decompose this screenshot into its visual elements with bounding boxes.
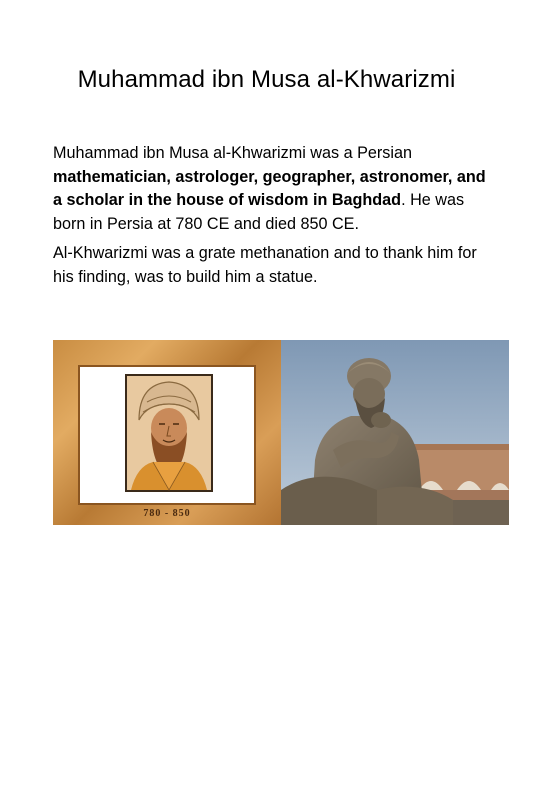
biography-dates: . He was born in Persia at 780 CE and died 850 CE. [53, 191, 465, 233]
page-title: Muhammad ibn Musa al-Khwarizmi [77, 66, 456, 93]
portrait-illustration-icon [125, 374, 213, 492]
paragraph-biography [53, 142, 493, 236]
statue-photo [281, 340, 509, 525]
statue-photo-icon [281, 340, 509, 525]
portrait-frame [53, 340, 281, 525]
biography-roles: mathematician, astrologer, geographer, astronomer, and a scholar in the house of wisdom in Baghdad [53, 167, 486, 210]
biography-intro: Muhammad ibn Musa al-Khwarizmi was a Persian [53, 144, 412, 162]
body-text [53, 142, 493, 296]
image-strip [53, 340, 509, 525]
portrait-years-label: 780 - 850 [143, 508, 191, 519]
paragraph-statue: Al-Khwarizmi was a grate methanation and to thank him for his finding, was to build him a statue. [53, 244, 477, 286]
